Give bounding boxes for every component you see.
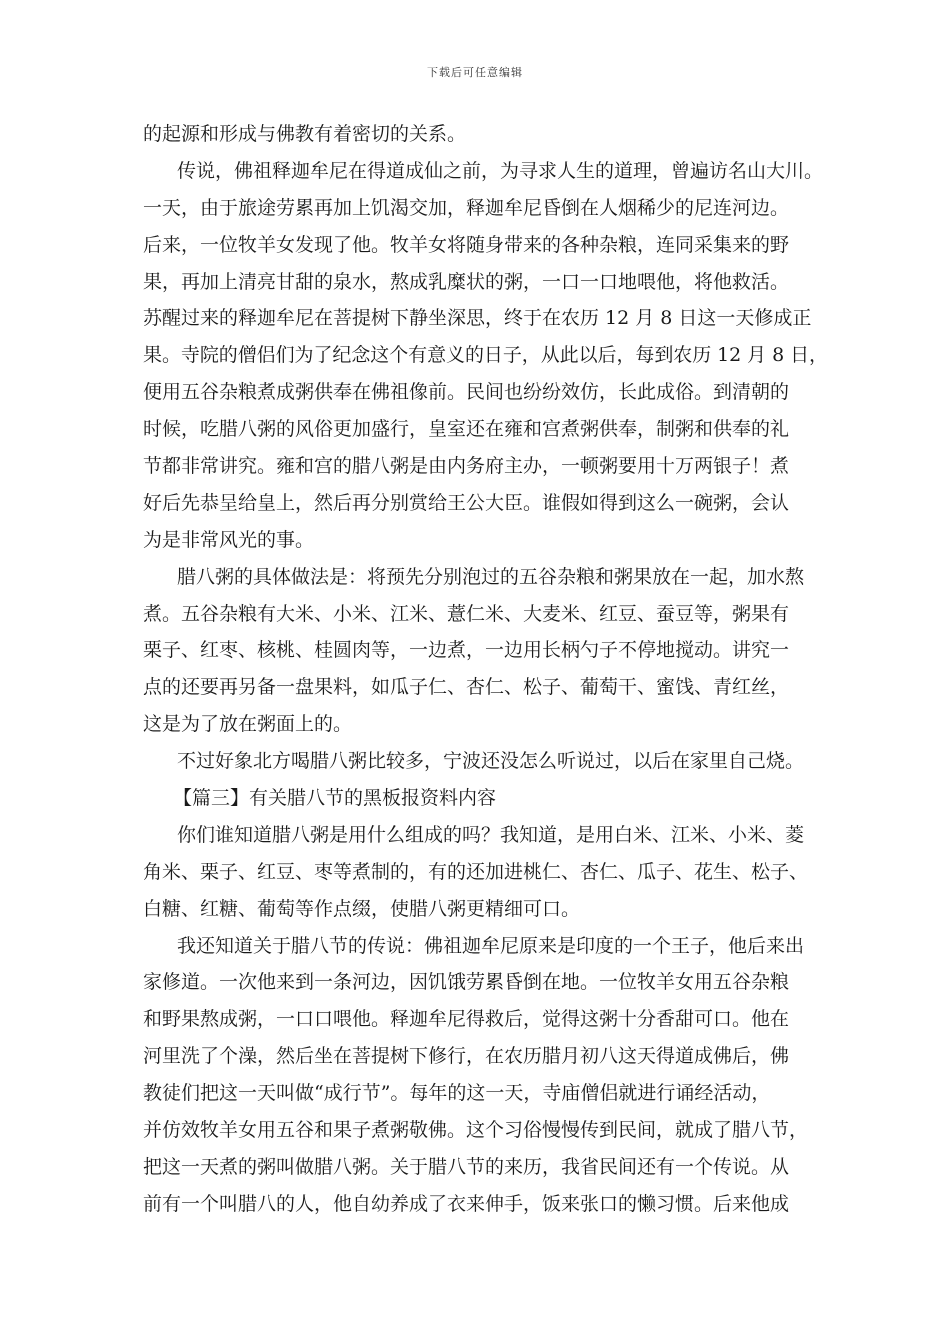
text-line: 果。寺院的僧侣们为了纪念这个有意义的日子，从此以后，每到农历 12 月 8 日， [143, 344, 828, 367]
text-line: 不过好象北方喝腊八粥比较多，宁波还没怎么听说过，以后在家里自己烧。 [177, 750, 805, 773]
text-line: 把这一天煮的粥叫做腊八粥。关于腊八节的来历，我省民间还有一个传说。从 [143, 1155, 790, 1178]
text-line: 角米、栗子、红豆、枣等煮制的，有的还加进桃仁、杏仁、瓜子、花生、松子、 [143, 860, 809, 883]
text-line: 点的还要再另备一盘果料，如瓜子仁、杏仁、松子、葡萄干、蜜饯、青红丝， [143, 676, 790, 699]
text-line: 煮。五谷杂粮有大米、小米、江米、薏仁米、大麦米、红豆、蚕豆等，粥果有 [143, 602, 790, 625]
text-line: 你们谁知道腊八粥是用什么组成的吗？我知道，是用白米、江米、小米、菱 [177, 823, 805, 846]
text-line: 并仿效牧羊女用五谷和果子煮粥敬佛。这个习俗慢慢传到民间，就成了腊八节， [143, 1119, 809, 1142]
text-line: 为是非常风光的事。 [143, 528, 315, 551]
text-line: 节都非常讲究。雍和宫的腊八粥是由内务府主办，一顿粥要用十万两银子！煮 [143, 455, 790, 478]
text-line: 河里洗了个澡，然后坐在菩提树下修行，在农历腊月初八这天得道成佛后，佛 [143, 1045, 790, 1068]
text-line: 一天，由于旅途劳累再加上饥渴交加，释迦牟尼昏倒在人烟稀少的尼连河边。 [143, 196, 790, 219]
text-line: 白糖、红糖、葡萄等作点缀，使腊八粥更精细可口。 [143, 897, 581, 920]
text-line: 传说，佛祖释迦牟尼在得道成仙之前，为寻求人生的道理，曾遍访名山大川。 [177, 159, 824, 182]
text-line: 苏醒过来的释迦牟尼在菩提树下静坐深思，终于在农历 12 月 8 日这一天修成正 [143, 307, 812, 330]
text-line: 栗子、红枣、核桃、桂圆肉等，一边煮，一边用长柄勺子不停地搅动。讲究一 [143, 639, 790, 662]
page-header: 下载后可任意编辑 [427, 66, 523, 79]
text-line: 的起源和形成与佛教有着密切的关系。 [143, 123, 467, 145]
document-body [143, 116, 828, 1223]
text-line: 教徒们把这一天叫做“成行节”。每年的这一天，寺庙僧侣就进行诵经活动， [143, 1082, 771, 1105]
text-line: 果，再加上清亮甘甜的泉水，熬成乳糜状的粥，一口一口地喂他，将他救活。 [143, 270, 790, 293]
section-heading: 【篇三】有关腊八节的黑板报资料内容 [173, 787, 497, 810]
text-line: 和野果熬成粥，一口口喂他。释迦牟尼得救后，觉得这粥十分香甜可口。他在 [143, 1008, 790, 1031]
text-line: 腊八粥的具体做法是：将预先分别泡过的五谷杂粮和粥果放在一起，加水熬 [177, 565, 805, 588]
text-line: 这是为了放在粥面上的。 [143, 713, 353, 736]
text-line: 后来，一位牧羊女发现了他。牧羊女将随身带来的各种杂粮，连同采集来的野 [143, 233, 790, 256]
text-line: 便用五谷杂粮煮成粥供奉在佛祖像前。民间也纷纷效仿，长此成俗。到清朝的 [143, 381, 790, 404]
text-line: 前有一个叫腊八的人，他自幼养成了衣来伸手，饭来张口的懒习惯。后来他成 [143, 1192, 790, 1215]
text-line: 我还知道关于腊八节的传说：佛祖迦牟尼原来是印度的一个王子，他后来出 [177, 934, 805, 957]
text-line: 好后先恭呈给皇上，然后再分别赏给王公大臣。谁假如得到这么一碗粥，会认 [143, 491, 790, 514]
text-line: 家修道。一次他来到一条河边，因饥饿劳累昏倒在地。一位牧羊女用五谷杂粮 [143, 971, 790, 994]
text-line: 时候，吃腊八粥的风俗更加盛行，皇室还在雍和宫煮粥供奉，制粥和供奉的礼 [143, 418, 790, 441]
